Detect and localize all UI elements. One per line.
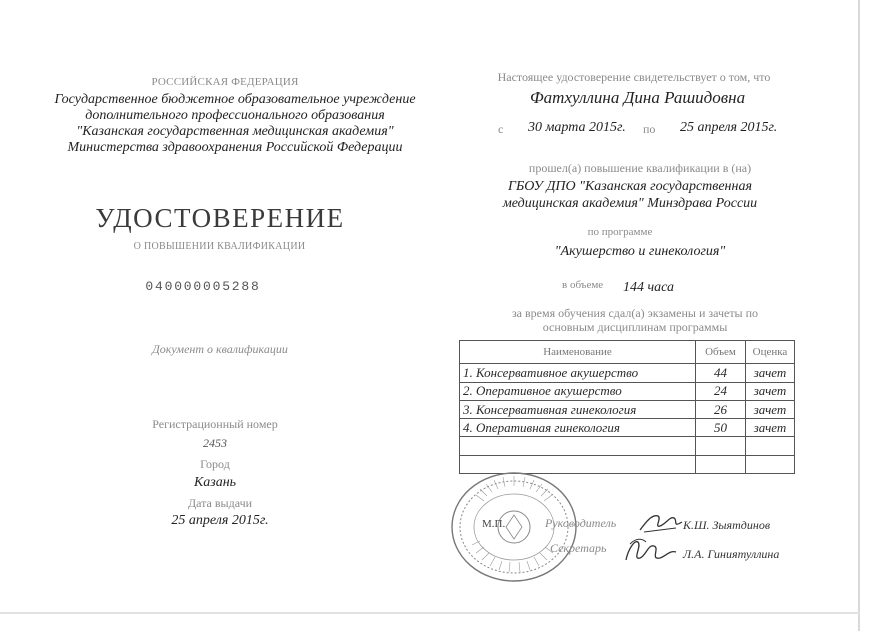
person-name: Фатхуллина Дина Рашидовна bbox=[530, 88, 746, 107]
subject-volume: 44 bbox=[696, 364, 746, 382]
secretary-signature-icon bbox=[620, 532, 680, 567]
subject-grade: зачет bbox=[746, 382, 795, 400]
subject-volume: 26 bbox=[696, 400, 746, 418]
subject-name: 1. Консервативное акушерство bbox=[460, 364, 696, 382]
page-edge-bottom bbox=[0, 612, 860, 614]
subject-grade: зачет bbox=[746, 419, 795, 437]
secretary-label: Секретарь bbox=[550, 541, 607, 555]
organization-name: Государственное бюджетное образовательное учреждение дополнительного профессионального образования "Казанская государственная медицинская академия" Министерства здравоохранения Российской Федерации bbox=[54, 92, 416, 155]
certification-line: Настоящее удостоверение свидетельствует о том, что bbox=[497, 70, 771, 84]
passed-training-line: прошел(а) повышение квалификации в (на) bbox=[528, 161, 752, 175]
head-label: Руководитель bbox=[545, 516, 617, 530]
program-label: по программе bbox=[587, 226, 653, 238]
head-name: К.Ш. Зыятдинов bbox=[683, 518, 771, 532]
to-word: по bbox=[643, 122, 656, 136]
country-header: РОССИЙСКАЯ ФЕДЕРАЦИЯ bbox=[151, 76, 299, 88]
program-name: "Акушерство и гинекология" bbox=[554, 244, 726, 259]
institution-name: ГБОУ ДПО "Казанская государственная медицинская академия" Минздрава России bbox=[502, 179, 758, 211]
document-kind: Документ о квалификации bbox=[152, 342, 288, 356]
page-edge-right bbox=[858, 0, 860, 631]
seal-mark: М.П. bbox=[482, 518, 506, 530]
city-value: Казань bbox=[193, 475, 237, 490]
subject-grade: зачет bbox=[746, 364, 795, 382]
subject-volume: 50 bbox=[696, 419, 746, 437]
document-subtitle: О ПОВЫШЕНИИ КВАЛИФИКАЦИИ bbox=[133, 241, 306, 252]
city-label: Город bbox=[200, 457, 230, 471]
table-row-empty bbox=[460, 437, 795, 455]
end-date: 25 апреля 2015г. bbox=[680, 120, 778, 135]
subject-name: 2. Оперативное акушерство bbox=[460, 382, 696, 400]
subject-name: 4. Оперативная гинекология bbox=[460, 419, 696, 437]
subject-grade: зачет bbox=[746, 400, 795, 418]
secretary-name: Л.А. Гиниятуллина bbox=[683, 547, 780, 561]
from-word: с bbox=[498, 122, 504, 136]
issue-date-value: 25 апреля 2015г. bbox=[171, 513, 269, 528]
column-header-volume: Объем bbox=[696, 341, 746, 364]
column-header-name: Наименование bbox=[460, 341, 696, 364]
table-row bbox=[460, 400, 795, 418]
document-number: 040000005288 bbox=[145, 279, 261, 294]
volume-value: 144 часа bbox=[623, 280, 675, 295]
exams-line: за время обучения сдал(а) экзамены и зачеты по основным дисциплинам программы bbox=[511, 306, 759, 334]
table-header-row bbox=[460, 341, 795, 364]
start-date: 30 марта 2015г. bbox=[528, 120, 626, 135]
volume-label: в объеме bbox=[562, 279, 604, 291]
table-row bbox=[460, 382, 795, 400]
issue-date-label: Дата выдачи bbox=[187, 496, 253, 510]
registration-number: 2453 bbox=[203, 436, 227, 450]
subjects-table bbox=[459, 340, 795, 474]
table-row bbox=[460, 419, 795, 437]
subject-volume: 24 bbox=[696, 382, 746, 400]
document-title: УДОСТОВЕРЕНИЕ bbox=[95, 203, 345, 233]
registration-label: Регистрационный номер bbox=[152, 417, 278, 431]
column-header-grade: Оценка bbox=[746, 341, 795, 364]
subject-name: 3. Консервативная гинекология bbox=[460, 400, 696, 418]
table-row bbox=[460, 364, 795, 382]
